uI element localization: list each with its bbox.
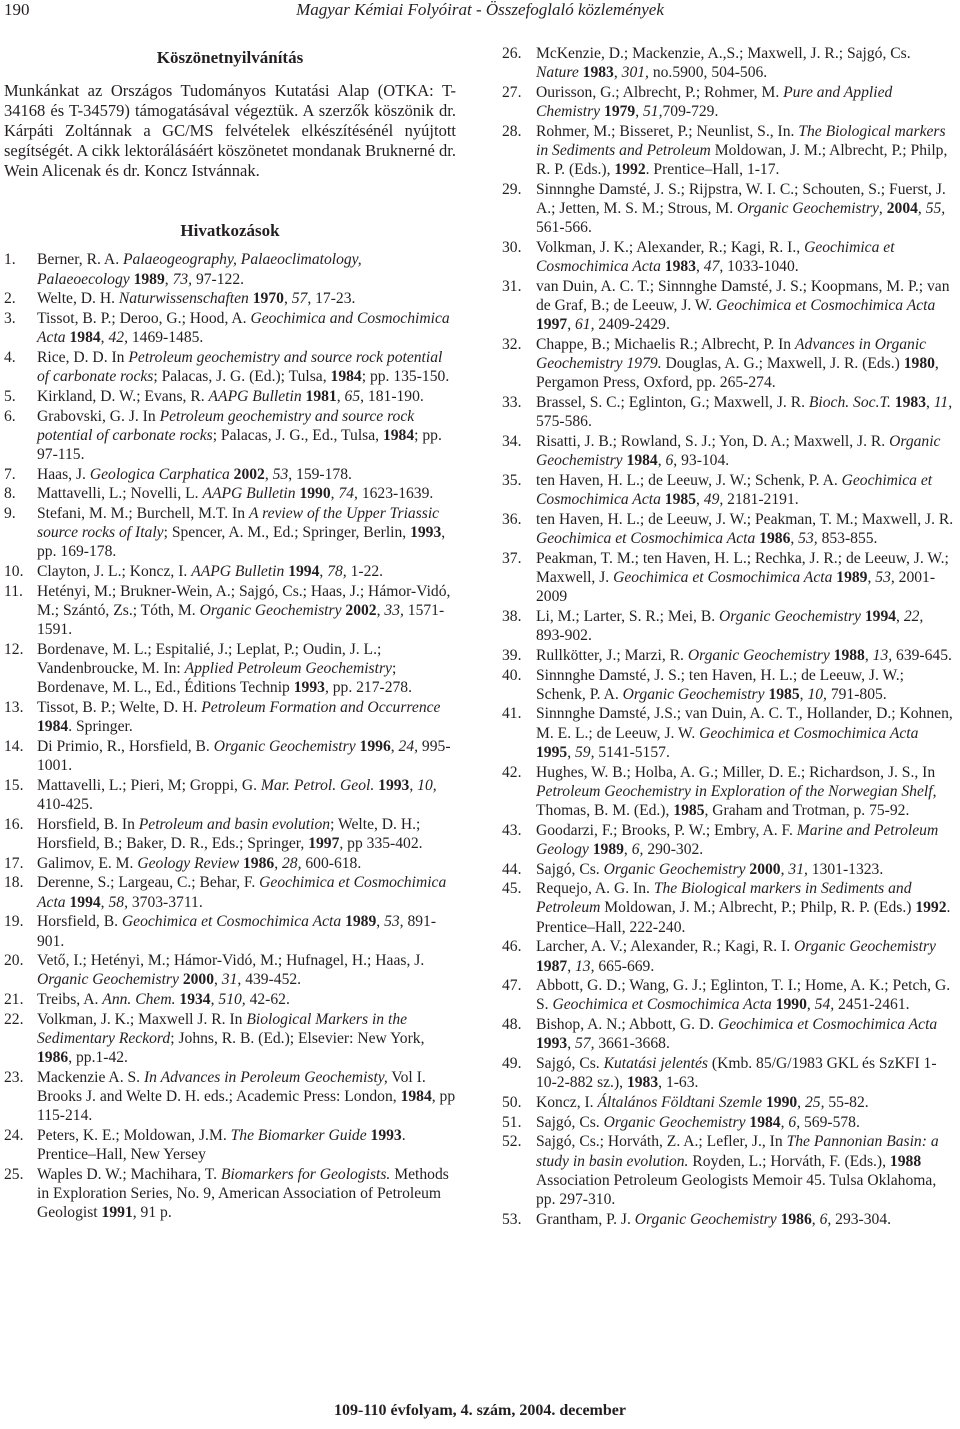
reference-item	[502, 238, 954, 276]
reference-text: Sajgó, Cs. Kutatási jelentés (Kmb. 85/G/1983 GKL és SzKFI 1-10-2-882 sz.), 1983, 1-63.	[536, 1055, 937, 1092]
reference-text: ten Haven, H. L.; de Leeuw, J. W.; Peakman, T. M.; Maxwell, J. R. Geochimica et Cosmochimica Acta 1986, 53, 853-855.	[536, 510, 954, 548]
reference-text: Peakman, T. M.; ten Haven, H. L.; Rechka, J. R.; de Leeuw, J. W.; Maxwell, J. Geochimica et Cosmochimica Acta 1989, 53, 2001-2009	[536, 549, 949, 606]
reference-text: Sajgó, Cs. Organic Geochemistry 1984, 6, 569-578.	[536, 1113, 860, 1131]
running-head	[0, 0, 960, 24]
reference-item	[502, 432, 954, 470]
reference-text: Horsfield, B. Geochimica et Cosmochimica Acta 1989, 53, 891-901.	[37, 913, 437, 950]
reference-text: Abbott, G. D.; Wang, G. J.; Eglinton, T. I.; Home, A. K.; Petch, G. S. Geochimica et Cosmochimica Acta 1990, 54, 2451-2461.	[536, 977, 951, 1014]
reference-number: 3.	[4, 310, 16, 328]
reference-text: Volkman, J. K.; Maxwell J. R. In Biological Markers in the Sedimentary Reckord; Johns, R. B. (Ed.); Elsevier: New York, 1986, pp.1-42.	[37, 1010, 425, 1067]
reference-text: Kirkland, D. W.; Evans, R. AAPG Bulletin 1981, 65, 181-190.	[37, 387, 424, 405]
reference-item	[4, 873, 456, 911]
reference-number: 35.	[502, 471, 522, 489]
reference-item	[4, 1165, 456, 1223]
reference-text: Tissot, B. P.; Deroo, G.; Hood, A. Geochimica and Cosmochimica Acta 1984, 42, 1469-1485.	[37, 310, 450, 347]
reference-text: Hetényi, M.; Brukner-Wein, A.; Sajgó, Cs.; Haas, J.; Hámor-Vidó, M.; Szántó, Zs.; Tóth, M. Organic Geochemistry 2002, 33, 1571-1591.	[37, 582, 451, 639]
right-column	[502, 44, 954, 1229]
reference-text: Ourisson, G.; Albrecht, P.; Rohmer, M. Pure and Applied Chemistry 1979, 51,709-729.	[536, 83, 893, 121]
reference-number: 26.	[502, 45, 522, 62]
reference-item	[4, 562, 456, 581]
reference-number: 43.	[502, 821, 522, 839]
reference-item	[4, 407, 456, 465]
reference-number: 4.	[4, 348, 16, 366]
reference-item	[4, 640, 456, 698]
references-heading: Hivatkozások	[180, 221, 280, 241]
reference-number: 17.	[4, 854, 24, 872]
reference-number: 46.	[502, 938, 522, 956]
reference-item	[502, 83, 954, 121]
reference-number: 28.	[502, 122, 522, 140]
reference-text: Grantham, P. J. Organic Geochemistry 1986, 6, 293-304.	[536, 1210, 892, 1228]
reference-number: 33.	[502, 394, 522, 412]
reference-number: 29.	[502, 180, 522, 198]
reference-text: ten Haven, H. L.; de Leeuw, J. W.; Schenk, P. A. Geochimica et Cosmochimica Acta 1985, 49, 2181-2191.	[536, 471, 933, 509]
reference-text: Vető, I.; Hetényi, M.; Hámor-Vidó, M.; Hufnagel, H.; Haas, J. Organic Geochemistry 2000, 31, 439-452.	[37, 952, 425, 989]
reference-item	[502, 277, 954, 335]
reference-text: Rullkötter, J.; Marzi, R. Organic Geochemistry 1988, 13, 639-645.	[536, 646, 952, 664]
reference-item	[4, 309, 456, 347]
reference-text: Sajgó, Cs.; Horváth, Z. A.; Lefler, J., In The Pannonian Basin: a study in basin evolution. Royden, L.; Horváth, F. (Eds.), 1988 Association Petroleum Geologists Memoir 45. Tulsa Oklahoma, pp. 297-310.	[536, 1133, 939, 1208]
reference-text: Brassel, S. C.; Eglinton, G.; Maxwell, J. R. Bioch. Soc.T. 1983, 11, 575-586.	[536, 394, 953, 431]
reference-text: Koncz, I. Általános Földtani Szemle 1990, 25, 55-82.	[536, 1093, 869, 1111]
reference-item	[502, 122, 954, 180]
reference-number: 13.	[4, 699, 24, 717]
reference-number: 24.	[4, 1127, 24, 1145]
reference-item	[4, 1126, 456, 1164]
reference-number: 39.	[502, 646, 522, 664]
reference-item	[502, 860, 954, 879]
reference-item	[502, 1210, 954, 1229]
reference-text: Chappe, B.; Michaelis R.; Albrecht, P. In Advances in Organic Geochemistry 1979. Douglas, A. G.; Maxwell, J. R. (Eds.) 1980, Pergamon Press, Oxford, pp. 265-274.	[536, 336, 939, 392]
reference-number: 25.	[4, 1165, 24, 1183]
reference-item	[502, 44, 954, 82]
reference-number: 30.	[502, 239, 522, 257]
reference-number: 45.	[502, 880, 522, 898]
reference-text: Clayton, J. L.; Koncz, I. AAPG Bulletin 1994, 78, 1-22.	[37, 563, 384, 581]
reference-item	[502, 180, 954, 238]
reference-item	[4, 1068, 456, 1126]
reference-number: 36.	[502, 510, 522, 528]
reference-text: Sajgó, Cs. Organic Geochemistry 2000, 31, 1301-1323.	[536, 860, 884, 878]
acknowledgement-heading: Köszönetnyilvánítás	[156, 48, 304, 67]
reference-number: 18.	[4, 874, 24, 892]
reference-item	[502, 821, 954, 859]
reference-item	[502, 1015, 954, 1053]
reference-item	[502, 471, 954, 509]
reference-text: Berner, R. A. Palaeogeography, Palaeoclimatology, Palaeoecology 1989, 73, 97-122.	[37, 251, 362, 288]
reference-text: Sinnnghe Damsté, J. S.; Rijpstra, W. I. C.; Schouten, S.; Fuerst, J. A.; Jetten, M. S. M.; Strous, M. Organic Geochemistry, 2004, 55, 561-566.	[536, 180, 946, 237]
reference-item	[4, 990, 456, 1009]
reference-text: Sinnnghe Damsté, J.S.; van Duin, A. C. T., Hollander, D.; Kohnen, M. E. L.; de Leeuw, J. W. Geochimica et Cosmochimica Acta 1995, 59, 5141-5157.	[536, 705, 953, 761]
reference-number: 52.	[502, 1133, 522, 1151]
reference-item	[502, 1113, 954, 1132]
reference-number: 49.	[502, 1055, 522, 1073]
reference-text: Volkman, J. K.; Alexander, R.; Kagi, R. I., Geochimica et Cosmochimica Acta 1983, 47, 1033-1040.	[536, 239, 895, 276]
reference-number: 37.	[502, 549, 522, 567]
reference-number: 51.	[502, 1113, 522, 1131]
reference-text: Haas, J. Geologica Carphatica 2002, 53, 159-178.	[37, 465, 352, 483]
reference-text: Rice, D. D. In Petroleum geochemistry and source rock potential of carbonate rocks; Palacas, J. G. (Ed.); Tulsa, 1984; pp. 135-150.	[37, 348, 450, 386]
reference-item	[4, 348, 456, 386]
reference-item	[4, 289, 456, 308]
reference-item	[4, 465, 456, 484]
reference-text: Grabovski, G. J. In Petroleum geochemistry and source rock potential of carbonate rocks; Palacas, J. G., Ed., Tulsa, 1984; pp. 97-115.	[37, 407, 442, 463]
reference-item	[4, 387, 456, 406]
reference-item	[502, 1054, 954, 1092]
reference-number: 10.	[4, 563, 24, 581]
reference-item	[502, 646, 954, 665]
reference-item	[502, 763, 954, 821]
reference-number: 12.	[4, 640, 24, 658]
reference-item	[4, 776, 456, 814]
reference-item	[502, 976, 954, 1014]
reference-text: Sinnnghe Damsté, J. S.; ten Haven, H. L.; de Leeuw, J. W.; Schenk, P. A. Organic Geochemistry 1985, 10, 791-805.	[536, 666, 904, 703]
reference-text: Welte, D. H. Naturwissenschaften 1970, 57, 17-23.	[37, 290, 356, 308]
reference-item	[4, 698, 456, 736]
reference-item	[4, 484, 456, 503]
reference-text: Mattavelli, L.; Pieri, M; Groppi, G. Mar. Petrol. Geol. 1993, 10, 410-425.	[37, 776, 437, 814]
reference-number: 6.	[4, 407, 16, 425]
reference-number: 16.	[4, 815, 24, 833]
reference-text: Risatti, J. B.; Rowland, S. J.; Yon, D. A.; Maxwell, J. R. Organic Geochemistry 1984, 6, 93-104.	[536, 433, 941, 470]
reference-number: 19.	[4, 913, 24, 931]
reference-list-right	[502, 44, 954, 1229]
reference-number: 38.	[502, 607, 522, 625]
reference-text: McKenzie, D.; Mackenzie, A.,S.; Maxwell, J. R.; Sajgó, Cs. Nature 1983, 301, no.5900, 504-506.	[536, 45, 911, 82]
reference-text: Li, M.; Larter, S. R.; Mei, B. Organic Geochemistry 1994, 22, 893-902.	[536, 607, 924, 645]
reference-text: van Duin, A. C. T.; Sinnnghe Damsté, J. S.; Koopmans, M. P.; van de Graf, B.; de Leeuw, J. W. Geochimica et Cosmochimica Acta 1997, 61, 2409-2429.	[536, 277, 950, 334]
reference-number: 50.	[502, 1093, 522, 1111]
reference-text: Treibs, A. Ann. Chem. 1934, 510, 42-62.	[37, 991, 290, 1009]
reference-number: 48.	[502, 1016, 522, 1034]
reference-number: 7.	[4, 465, 16, 483]
reference-number: 47.	[502, 977, 522, 995]
reference-text: Waples D. W.; Machihara, T. Biomarkers for Geologists. Methods in Exploration Series, No. 9, American Association of Petroleum Geologist 1991, 91 p.	[37, 1165, 449, 1222]
reference-text: Mackenzie A. S. In Advances in Peroleum Geochemisty, Vol I. Brooks J. and Welte D. H. eds.; Academic Press: London, 1984, pp 115-214.	[37, 1068, 456, 1125]
reference-item	[4, 951, 456, 989]
reference-text: Mattavelli, L.; Novelli, L. AAPG Bulletin 1990, 74, 1623-1639.	[37, 485, 434, 503]
reference-text: Larcher, A. V.; Alexander, R.; Kagi, R. I. Organic Geochemistry 1987, 13, 665-669.	[536, 938, 936, 975]
issue-footer: 109-110 évfolyam, 4. szám, 2004. december	[334, 1402, 626, 1419]
reference-number: 11.	[4, 582, 23, 600]
reference-number: 14.	[4, 737, 24, 755]
reference-item	[4, 912, 456, 950]
reference-item	[502, 607, 954, 645]
reference-item	[4, 854, 456, 873]
reference-text: Derenne, S.; Largeau, C.; Behar, F. Geochimica et Cosmochimica Acta 1994, 58, 3703-3711.	[37, 874, 447, 911]
reference-text: Hughes, W. B.; Holba, A. G.; Miller, D. E.; Richardson, J. S., In Petroleum Geochemistry in Exploration of the Norwegian Shelf, Thomas, B. M. (Ed.), 1985, Graham and Trotman, p. 75-92.	[536, 763, 937, 819]
reference-text: Bordenave, M. L.; Espitalié, J.; Leplat, P.; Oudin, J. L.; Vandenbroucke, M. In: Applied Petroleum Geochemistry; Bordenave, M. L., Ed., Éditions Technip 1993, pp. 217-278.	[37, 640, 412, 697]
reference-number: 21.	[4, 991, 24, 1009]
reference-item	[4, 250, 456, 288]
reference-text: Rohmer, M.; Bisseret, P.; Neunlist, S., In. The Biological markers in Sediments and Petroleum Moldowan, J. M.; Albrecht, P.; Philp, R. P. (Eds.), 1992. Prentice–Hall, 1-17.	[536, 122, 948, 179]
reference-item	[502, 1132, 954, 1209]
reference-number: 44.	[502, 860, 522, 878]
reference-text: Horsfield, B. In Petroleum and basin evolution; Welte, D. H.; Horsfield, B.; Baker, D. R., Eds.; Springer, 1997, pp 335-402.	[37, 815, 423, 852]
reference-item	[502, 335, 954, 393]
reference-item	[4, 504, 456, 562]
reference-number: 42.	[502, 763, 522, 781]
reference-item	[502, 510, 954, 548]
reference-item	[502, 879, 954, 937]
reference-text: Goodarzi, F.; Brooks, P. W.; Embry, A. F. Marine and Petroleum Geology 1989, 6, 290-302.	[536, 821, 939, 858]
reference-text: Stefani, M. M.; Burchell, M.T. In A review of the Upper Triassic source rocks of Italy; Spencer, A. M., Ed.; Springer, Berlin, 1993, pp. 169-178.	[37, 505, 446, 561]
reference-item	[502, 1093, 954, 1112]
reference-number: 23.	[4, 1068, 24, 1086]
reference-number: 32.	[502, 336, 522, 354]
reference-number: 5.	[4, 387, 16, 405]
acknowledgement-body: Munkánkat az Országos Tudományos Kutatási Alap (OTKA: T-34168 és T-34579) támogatásával végeztük. A szerzők köszönik dr. Kárpáti Zoltánnak a GC/MS felvételek elkészítésénél nyújtott segítségét. A cikk lektorálásáért köszönetet mondanak Bruknerné dr. Wein Alicenak és dr. Koncz Istvánnak.	[4, 81, 456, 181]
reference-item	[502, 549, 954, 607]
reference-number: 2.	[4, 290, 16, 308]
page-number: 190	[4, 0, 30, 19]
reference-item	[502, 937, 954, 975]
reference-number: 40.	[502, 666, 522, 684]
reference-text: Bishop, A. N.; Abbott, G. D. Geochimica et Cosmochimica Acta 1993, 57, 3661-3668.	[536, 1016, 938, 1053]
reference-number: 15.	[4, 776, 24, 794]
reference-text: Galimov, E. M. Geology Review 1986, 28, 600-618.	[37, 854, 362, 872]
reference-item	[4, 815, 456, 853]
reference-text: Peters, K. E.; Moldowan, J.M. The Biomarker Guide 1993. Prentice–Hall, New Yersey	[37, 1127, 406, 1164]
reference-item	[4, 1010, 456, 1068]
reference-item	[502, 393, 954, 431]
reference-item	[502, 666, 954, 704]
reference-number: 9.	[4, 505, 16, 523]
reference-number: 27.	[502, 83, 522, 101]
reference-text: Tissot, B. P.; Welte, D. H. Petroleum Formation and Occurrence 1984. Springer.	[37, 699, 441, 736]
reference-number: 34.	[502, 433, 522, 451]
reference-text: Requejo, A. G. In. The Biological markers in Sediments and Petroleum Moldowan, J. M.; Albrecht, P.; Philp, R. P. (Eds.) 1992. Prentice–Hall, 222-240.	[536, 880, 951, 936]
reference-text: Di Primio, R., Horsfield, B. Organic Geochemistry 1996, 24, 995-1001.	[37, 737, 451, 775]
reference-number: 1.	[4, 251, 16, 269]
reference-number: 41.	[502, 705, 522, 723]
reference-list-left	[4, 250, 456, 1222]
journal-title: Magyar Kémiai Folyóirat - Összefoglaló közlemények	[296, 0, 664, 19]
reference-item	[502, 704, 954, 762]
reference-item	[4, 582, 456, 640]
reference-number: 8.	[4, 485, 16, 503]
reference-item	[4, 737, 456, 775]
left-column	[4, 44, 456, 1223]
reference-number: 20.	[4, 952, 24, 970]
reference-number: 31.	[502, 277, 522, 295]
reference-number: 22.	[4, 1010, 24, 1028]
reference-number: 53.	[502, 1210, 522, 1228]
